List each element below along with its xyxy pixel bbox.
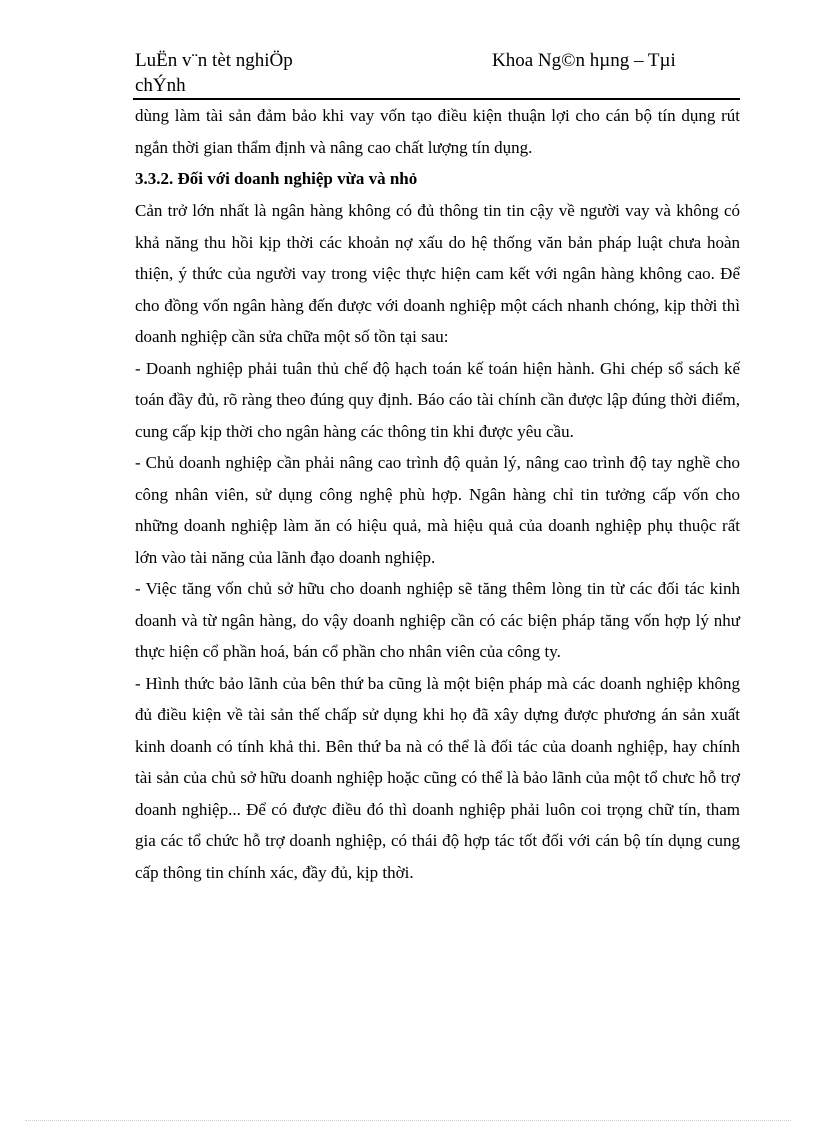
document-body (135, 100, 740, 888)
bullet-guarantee: - Hình thức bảo lãnh của bên thứ ba cũng là một biện pháp mà các doanh nghiệp không đủ điều kiện về tài sản thế chấp sử dụng khi họ đã xây dựng được phương án sản xuất kinh doanh có tính khả thi. Bên thứ ba nà có thể là đối tác của doanh nghiệp, hay chính tài sản của chủ sở hữu doanh nghiệp hoặc cũng có thể là bảo lãnh của một tổ chưc hỗ trợ doanh nghiệp... Để có được điều đó thì doanh nghiệp phải luôn coi trọng chữ tín, tham gia các tổ chức hỗ trợ doanh nghiệp, có thái độ hợp tác tốt đối với cán bộ tín dụng cung cấp thông tin chính xác, đầy đủ, kịp thời. (135, 673, 740, 882)
header-left-title: LuËn v¨n tèt nghiÖp chÝnh (135, 50, 293, 96)
page-bottom-rule (25, 1120, 791, 1121)
paragraph-continued: dùng làm tài sản đảm bảo khi vay vốn tạo điều kiện thuận lợi cho cán bộ tín dụng rút ngắn thời gian thẩm định và nâng cao chất lượng tín dụng. (135, 106, 740, 157)
bullet-management: - Chủ doanh nghiệp cần phải nâng cao trình độ quản lý, nâng cao trình độ tay nghề cho công nhân viên, sử dụng công nghệ phù hợp. Ngân hàng chỉ tin tưởng cấp vốn cho những doanh nghiệp làm ăn có hiệu quả, mà hiệu quả của doanh nghiệp phụ thuộc rất lớn vào tài năng của lãnh đạo doanh nghiệp. (135, 453, 740, 567)
bullet-equity: - Việc tăng vốn chủ sở hữu cho doanh nghiệp sẽ tăng thêm lòng tin từ các đối tác kinh doanh và từ ngân hàng, do vậy doanh nghiệp cần có các biện pháp tăng vốn hợp lý như thực hiện cổ phần hoá, bán cổ phần cho nhân viên của công ty. (135, 579, 740, 661)
section-heading: 3.3.2. Đối với doanh nghiệp vừa và nhỏ (135, 169, 418, 188)
header-right-title: Khoa Ng©n hµng – Tµi (492, 50, 676, 71)
bullet-accounting: - Doanh nghiệp phải tuân thủ chế độ hạch toán kế toán hiện hành. Ghi chép sổ sách kế toán đầy đủ, rõ ràng theo đúng quy định. Báo cáo tài chính cần được lập đúng thời điểm, cung cấp kịp thời cho ngân hàng các thông tin khi được yêu cầu. (135, 358, 740, 441)
page-header (135, 48, 740, 98)
paragraph-intro: Cản trở lớn nhất là ngân hàng không có đủ thông tin tin cậy về người vay và không có khả năng thu hồi kịp thời các khoản nợ xấu do hệ thống văn bản pháp luật chưa hoàn thiện, ý thức của người vay trong việc thực hiện cam kết với ngân hàng không cao. Để cho đồng vốn ngân hàng đến được với doanh nghiệp một cách nhanh chóng, kịp thời thì doanh nghiệp cần sửa chữa một số tồn tại sau: (135, 201, 740, 346)
